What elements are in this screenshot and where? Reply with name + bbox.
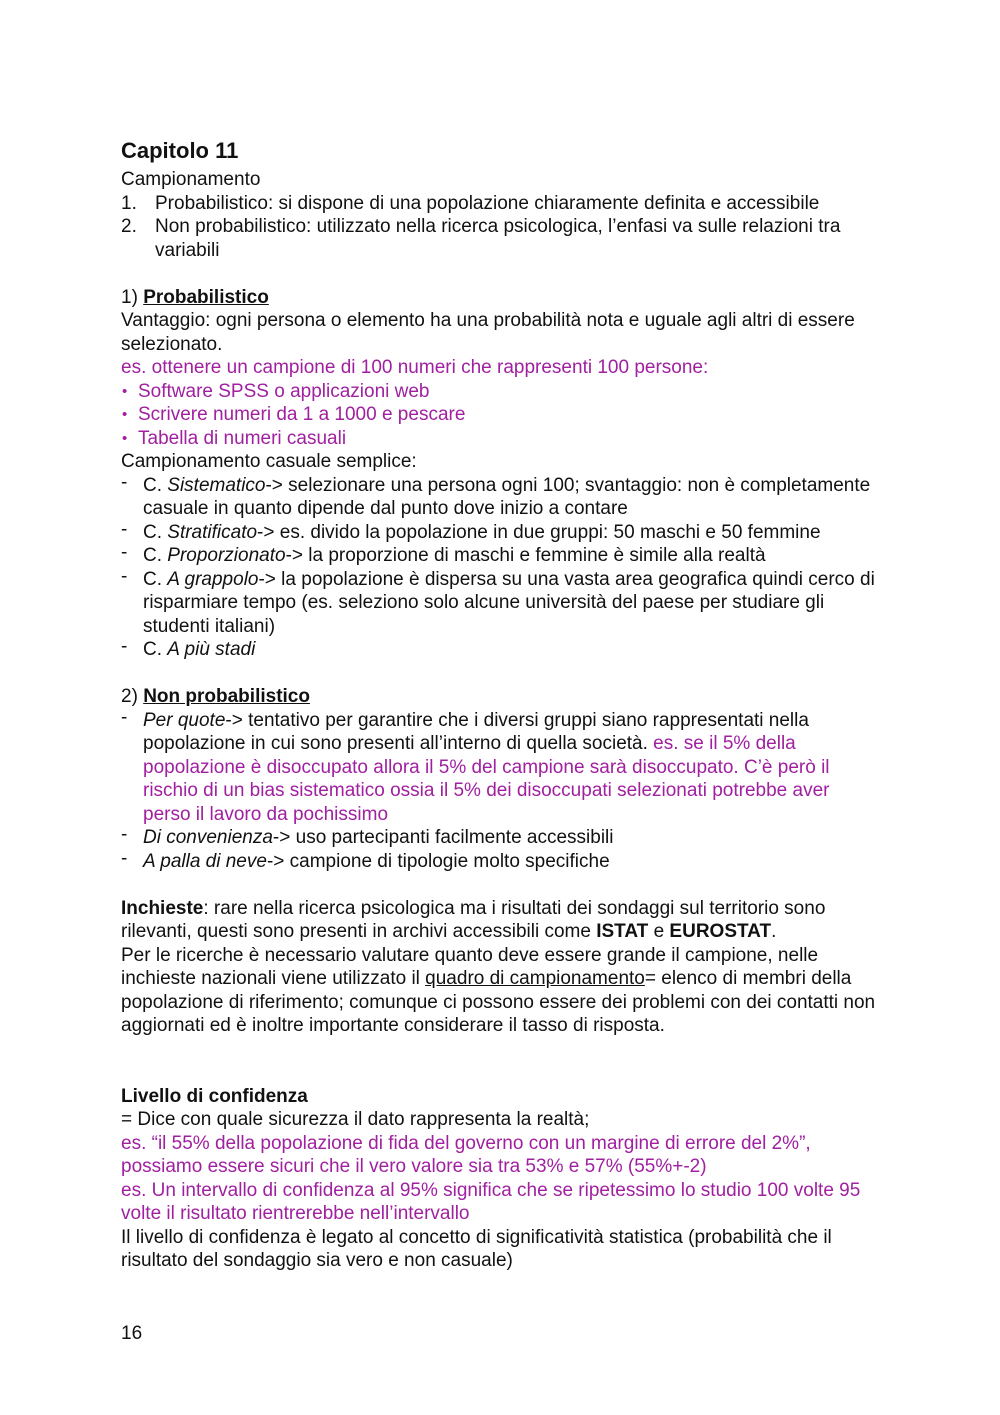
list-number: 1.: [121, 192, 137, 214]
list-item: [121, 192, 881, 216]
dash-icon: -: [121, 706, 128, 728]
list-item: • Tabella di numeri casuali: [122, 427, 347, 449]
section-heading-non-probabilistico: 2) Non probabilistico: [121, 686, 310, 707]
list-item: - A palla di neve-> campione di tipologie molto specifiche: [121, 847, 610, 872]
example-text: es. Un intervallo di confidenza al 95% significa che se ripetessimo lo studio 100 volte 95 volte il risultato rientrerebbe nell’intervallo: [121, 1179, 861, 1224]
bullet-icon: •: [122, 406, 128, 423]
confidenza-definition: = Dice con quale sicurezza il dato rappresenta la realtà;: [121, 1109, 590, 1130]
page-number: 16: [121, 1323, 143, 1344]
example-text: es. “il 55% della popolazione di fida del governo con un margine di errore del 2%”, possiamo essere sicuri che il vero valore sia tra 53% e 57% (55%+-2): [121, 1132, 811, 1177]
list-item: - C. Stratificato-> es. divido la popolazione in due gruppi: 50 maschi e 50 femmine: [121, 518, 821, 543]
bullet-list: [121, 380, 881, 451]
page-content: [121, 137, 881, 1273]
list-text: Probabilistico: si dispone di una popolazione chiaramente definita e accessibile: [155, 192, 820, 214]
dash-icon: -: [121, 636, 128, 657]
list-number: 2.: [121, 216, 137, 237]
example-text: es. ottenere un campione di 100 numeri che rappresenti 100 persone:: [121, 357, 709, 378]
chapter-title: Capitolo 11: [121, 138, 239, 163]
intro-list: [121, 192, 881, 263]
list-text: Non probabilistico: utilizzato nella ricerca psicologica, l’enfasi va sulle relazioni tra variabili: [155, 216, 841, 261]
methods-list: [121, 471, 881, 662]
list-item: [121, 215, 881, 262]
intro-heading: Campionamento: [121, 169, 261, 190]
vantaggio-text: Vantaggio: ogni persona o elemento ha una probabilità nota e uguale agli altri di essere selezionato.: [121, 310, 855, 355]
confidenza-final: Il livello di confidenza è legato al concetto di significatività statistica (probabilità che il risultato del sondaggio sia vero e non casuale): [121, 1226, 832, 1271]
inchieste-paragraph: Inchieste: rare nella ricerca psicologica ma i risultati dei sondaggi sul territorio sono rilevanti, questi sono presenti in archivi accessibili come ISTAT e EUROSTAT.: [121, 897, 826, 942]
list-item: - C. Sistematico-> selezionare una persona ogni 100; svantaggio: non è completamente casuale in quanto dipende dal punto dove inizio a contare: [121, 471, 871, 519]
bullet-icon: •: [122, 429, 128, 447]
section-heading-probabilistico: 1) Probabilistico: [121, 286, 269, 308]
list-item: • Software SPSS o applicazioni web: [122, 380, 430, 402]
dash-icon: -: [121, 542, 128, 563]
list-item: - Di convenienza-> uso partecipanti facilmente accessibili: [121, 824, 614, 848]
list-item: - C. A più stadi: [121, 636, 256, 660]
list-item: - C. Proporzionato-> la proporzione di maschi e femmine è simile alla realtà: [121, 542, 766, 566]
bullet-icon: •: [122, 382, 128, 400]
list-item: - Per quote-> tentativo per garantire che i diversi gruppi siano rappresentati nella popolazione in cui sono presenti all’interno di quella società. es. se il 5% della popolazione è disoccupato allora il 5% del campione sarà disoccupato. C’è però il rischio di un bias sistematico ossia il 5% dei disoccupati selezionati potrebbe aver perso il lavoro da pochissimo: [121, 706, 830, 825]
casuale-heading: Campionamento casuale semplice:: [121, 451, 417, 472]
dash-icon: -: [121, 471, 128, 493]
section-heading-confidenza: Livello di confidenza: [121, 1085, 308, 1107]
list-item: • Scrivere numeri da 1 a 1000 e pescare: [122, 404, 466, 425]
list-item: - C. A grappolo-> la popolazione è dispersa su una vasta area geografica quindi cerco di risparmiare tempo (es. seleziono solo alcune università del paese per studiare gli studenti italiani): [121, 565, 875, 637]
dash-icon: -: [121, 565, 128, 587]
nonprob-list: [121, 706, 881, 874]
dash-icon: -: [121, 824, 128, 845]
ricerche-paragraph: Per le ricerche è necessario valutare quanto deve essere grande il campione, nelle inchieste nazionali viene utilizzato il quadro di campionamento= elenco di membri della popolazione di riferimento; comunque ci possono essere dei problemi con dei contatti non aggiornati ed è inoltre importante considerare il tasso di risposta.: [121, 944, 876, 1036]
dash-icon: -: [121, 518, 128, 540]
dash-icon: -: [121, 847, 128, 869]
